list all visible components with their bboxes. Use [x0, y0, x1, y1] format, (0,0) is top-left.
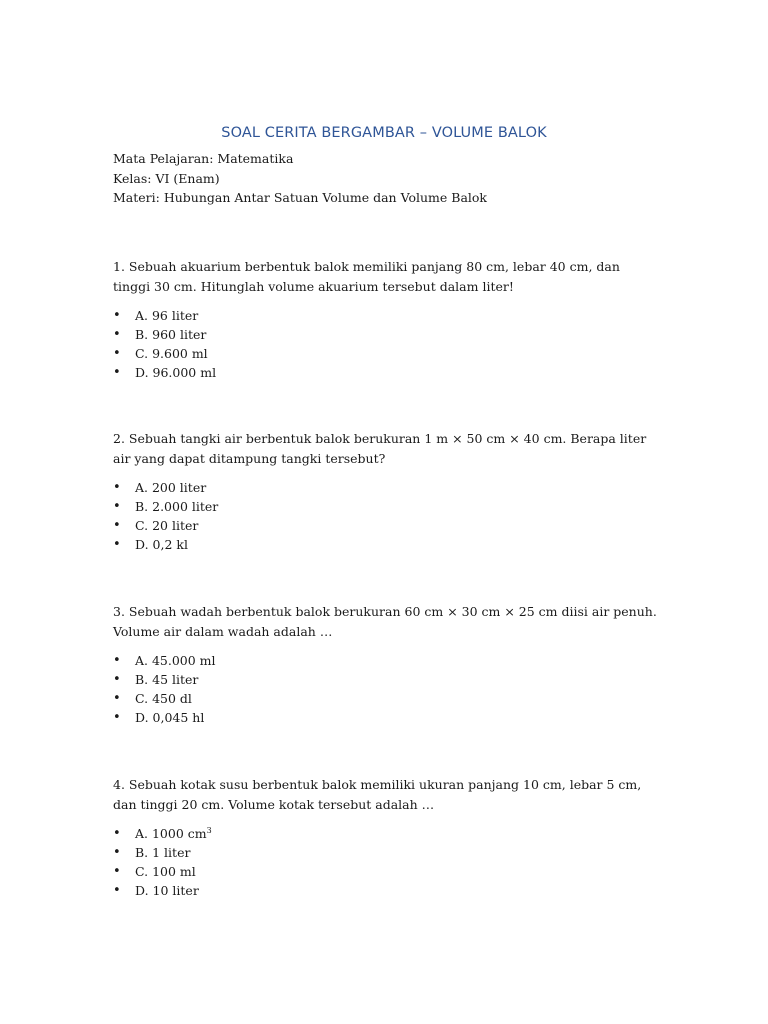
- question-1: [113, 257, 673, 382]
- meta-subject: Mata Pelajaran: Matematika: [113, 151, 294, 166]
- option-label: D. 0,2 kl: [135, 537, 188, 552]
- bullet-icon: •: [113, 537, 121, 552]
- bullet-icon: •: [113, 346, 121, 361]
- bullet-icon: •: [113, 365, 121, 380]
- meta-class: Kelas: VI (Enam): [113, 170, 220, 186]
- question-text: 3. Sebuah wadah berbentuk balok berukuran 60 cm × 30 cm × 25 cm diisi air penuh. Volume air dalam wadah adalah …: [113, 604, 657, 639]
- option-label: B. 2.000 liter: [135, 499, 219, 514]
- option-label: A. 45.000 ml: [135, 653, 216, 668]
- option-label: C. 450 dl: [135, 691, 192, 706]
- question-text: 2. Sebuah tangki air berbentuk balok berukuran 1 m × 50 cm × 40 cm. Berapa liter air yang dapat ditampung tangki tersebut?: [113, 431, 647, 466]
- option-list: [113, 824, 673, 900]
- option-list: [113, 306, 673, 382]
- question-text: 4. Sebuah kotak susu berbentuk balok memiliki ukuran panjang 10 cm, lebar 5 cm, dan tinggi 20 cm. Volume kotak tersebut adalah …: [113, 777, 642, 812]
- option-item: [113, 478, 673, 497]
- option-superscript: 3: [206, 825, 212, 835]
- option-item: [113, 881, 673, 900]
- option-label: D. 96.000 ml: [135, 365, 217, 380]
- bullet-icon: •: [113, 653, 121, 668]
- option-item: [113, 651, 673, 670]
- option-label: D. 0,045 hl: [135, 710, 205, 725]
- option-item: [113, 843, 673, 862]
- bullet-icon: •: [113, 864, 121, 879]
- option-item: [113, 689, 673, 708]
- option-label: B. 960 liter: [135, 327, 207, 342]
- option-item: [113, 516, 673, 535]
- option-label: C. 9.600 ml: [135, 346, 208, 361]
- bullet-icon: •: [113, 883, 121, 898]
- meta-topic: Materi: Hubungan Antar Satuan Volume dan Volume Balok: [113, 190, 487, 205]
- option-item: [113, 325, 673, 344]
- option-label: D. 10 liter: [135, 883, 199, 898]
- bullet-icon: •: [113, 480, 121, 495]
- option-label: A. 200 liter: [135, 480, 207, 495]
- option-item: [113, 824, 673, 843]
- option-list: [113, 478, 673, 554]
- option-label: A. 1000 cm: [135, 826, 207, 841]
- bullet-icon: •: [113, 308, 121, 323]
- option-item: [113, 862, 673, 881]
- option-item: [113, 535, 673, 554]
- bullet-icon: •: [113, 691, 121, 706]
- option-item: [113, 497, 673, 516]
- bullet-icon: •: [113, 826, 121, 841]
- question-2: [113, 429, 673, 554]
- option-item: [113, 363, 673, 382]
- option-item: [113, 306, 673, 325]
- document-meta: [113, 149, 487, 208]
- bullet-icon: •: [113, 672, 121, 687]
- option-item: [113, 670, 673, 689]
- option-label: C. 100 ml: [135, 864, 196, 879]
- bullet-icon: •: [113, 499, 121, 514]
- question-3: [113, 602, 673, 727]
- page-title: SOAL CERITA BERGAMBAR – VOLUME BALOK: [221, 125, 547, 141]
- option-list: [113, 651, 673, 727]
- question-text: 1. Sebuah akuarium berbentuk balok memiliki panjang 80 cm, lebar 40 cm, dan tinggi 30 cm. Hitunglah volume akuarium tersebut dalam liter!: [113, 259, 620, 294]
- option-label: C. 20 liter: [135, 518, 199, 533]
- option-label: A. 96 liter: [135, 308, 199, 323]
- bullet-icon: •: [113, 710, 121, 725]
- question-4: [113, 775, 673, 900]
- bullet-icon: •: [113, 845, 121, 860]
- option-label: B. 45 liter: [135, 672, 199, 687]
- bullet-icon: •: [113, 518, 121, 533]
- bullet-icon: •: [113, 327, 121, 342]
- option-item: [113, 708, 673, 727]
- option-label: B. 1 liter: [135, 845, 191, 860]
- option-item: [113, 344, 673, 363]
